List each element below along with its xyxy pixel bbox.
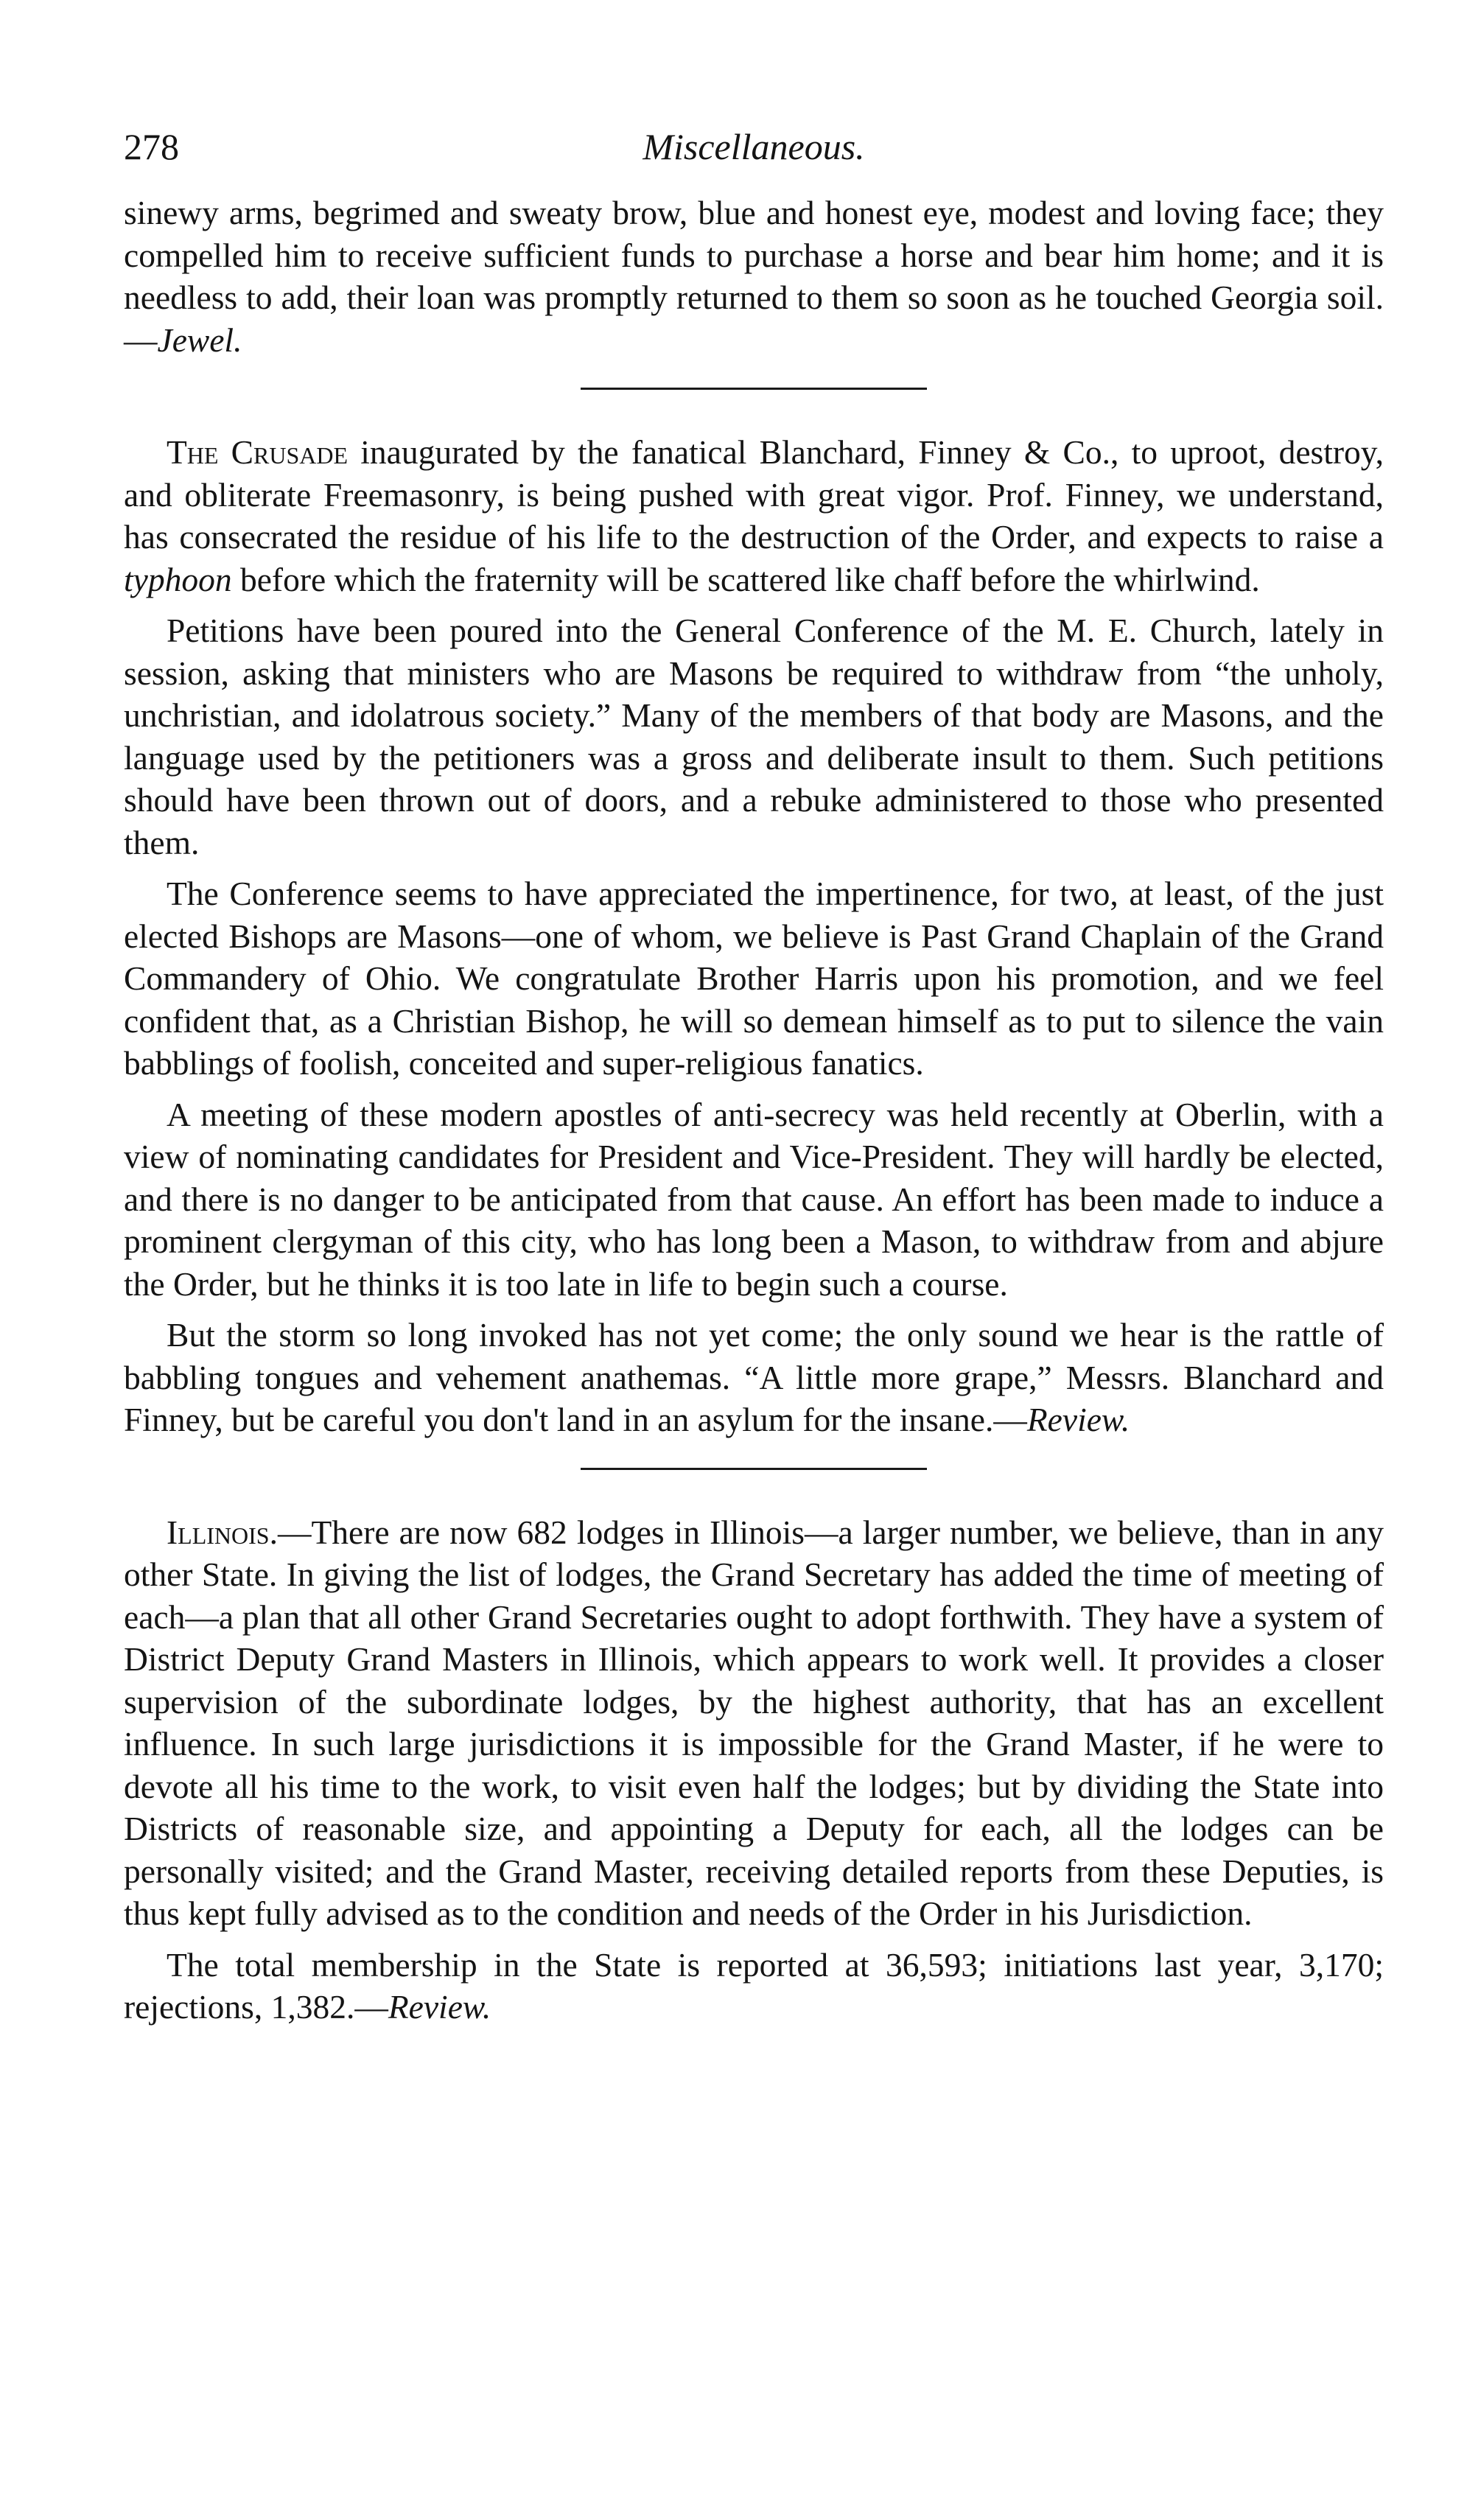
crusade-paragraph-4: A meeting of these modern apostles of anti-secrecy was held recently at Oberlin, with a view of nominating candidates for President and Vice-President. They will hardly be elected, and there is no danger to be anticipated from that cause. An effort has been made to induce a prominent clergyman of this city, who has long been a Mason, to withdraw from and abjure the Order, but he thinks it is too late in life to begin such a course.	[124, 1095, 1384, 1303]
section-divider	[581, 388, 927, 390]
crusade-p1-em: typhoon	[124, 560, 232, 598]
crusade-p1-b: before which the fraternity will be scattered like chaff before the whirlwind.	[231, 560, 1260, 598]
crusade-paragraph-5	[124, 1314, 1384, 1441]
running-head	[124, 125, 1384, 192]
crusade-paragraph-1	[124, 431, 1384, 601]
illinois-paragraph-1	[124, 1511, 1384, 1935]
running-title: Miscellaneous.	[643, 126, 865, 167]
section-divider	[581, 1468, 927, 1470]
jewel-source: Jewel.	[157, 321, 242, 359]
illinois-lead: Illinois.	[167, 1513, 278, 1551]
page-number: 278	[124, 126, 179, 167]
page	[124, 125, 1384, 2029]
crusade-paragraph-2: Petitions have been poured into the General Conference of the M. E. Church, lately in session, asking that ministers who are Masons be required to withdraw from “the unholy, unchristian, and idolatrous society.” Many of the members of that body are Masons, and the language used by the petitioners was a gross and deliberate insult to them. Such petitions should have been thrown out of doors, and a rebuke administered to those who presented them.	[124, 612, 1384, 861]
jewel-excerpt	[124, 192, 1384, 361]
illinois-paragraph-2	[124, 1944, 1384, 2029]
crusade-paragraph-3: The Conference seems to have appreciated the impertinence, for two, at least, of the just elected Bishops are Masons—one of whom, we believe is Past Grand Chaplain of the Grand Commandery of Ohio. We congratulate Brother Harris upon his promotion, and we feel confident that, as a Christian Bishop, he will so demean himself as to put to silence the vain babblings of foolish, conceited and super-religious fanatics.	[124, 875, 1384, 1082]
illinois-article	[124, 1511, 1384, 2029]
jewel-text: sinewy arms, begrimed and sweaty brow, blue and honest eye, modest and loving face; they compelled him to receive sufficient funds to purchase a horse and bear him home; and it is needless to add, their loan was promptly returned to them so soon as he touched Georgia soil.—	[124, 194, 1384, 359]
jewel-paragraph	[124, 192, 1384, 361]
crusade-lead: The Crusade	[167, 433, 349, 471]
illinois-source: Review.	[388, 1988, 491, 2026]
crusade-p1-a: inaugurated by the fanatical Blanchard, Finney & Co., to uproot, destroy, and obliterate Freemasonry, is being pushed with great vigor. Prof. Finney, we understand, has consecrated the residue of his life to the destruction of the Order, and expects to raise a	[124, 433, 1384, 556]
illinois-p2-text: The total membership in the State is reported at 36,593; initiations last year, 3,170; rejections, 1,382.—	[124, 1945, 1384, 2026]
crusade-article	[124, 431, 1384, 1441]
crusade-source: Review.	[1026, 1401, 1130, 1438]
illinois-p1-text: —There are now 682 lodges in Illinois—a larger number, we believe, than in any other State. In giving the list of lodges, the Grand Secretary has added the time of meeting of each—a plan that all other Grand Secretaries ought to adopt forthwith. They have a system of District Deputy Grand Masters in Illinois, which appears to work well. It provides a closer supervision of the subordinate lodges, by the highest authority, that has an excellent influence. In such large jurisdictions it is impossible for the Grand Master, if he were to devote all his time to the work, to visit even half the lodges; but by dividing the State into Districts of reasonable size, and appointing a Deputy for each, all the lodges can be personally visited; and the Grand Master, receiving detailed reports from these Deputies, is thus kept fully advised as to the condition and needs of the Order in his Jurisdiction.	[124, 1513, 1384, 1932]
crusade-p5-text: But the storm so long invoked has not yet come; the only sound we hear is the rattle of babbling tongues and vehement anathemas. “A little more grape,” Messrs. Blanchard and Finney, but be careful you don't land in an asylum for the insane.—	[124, 1316, 1384, 1438]
